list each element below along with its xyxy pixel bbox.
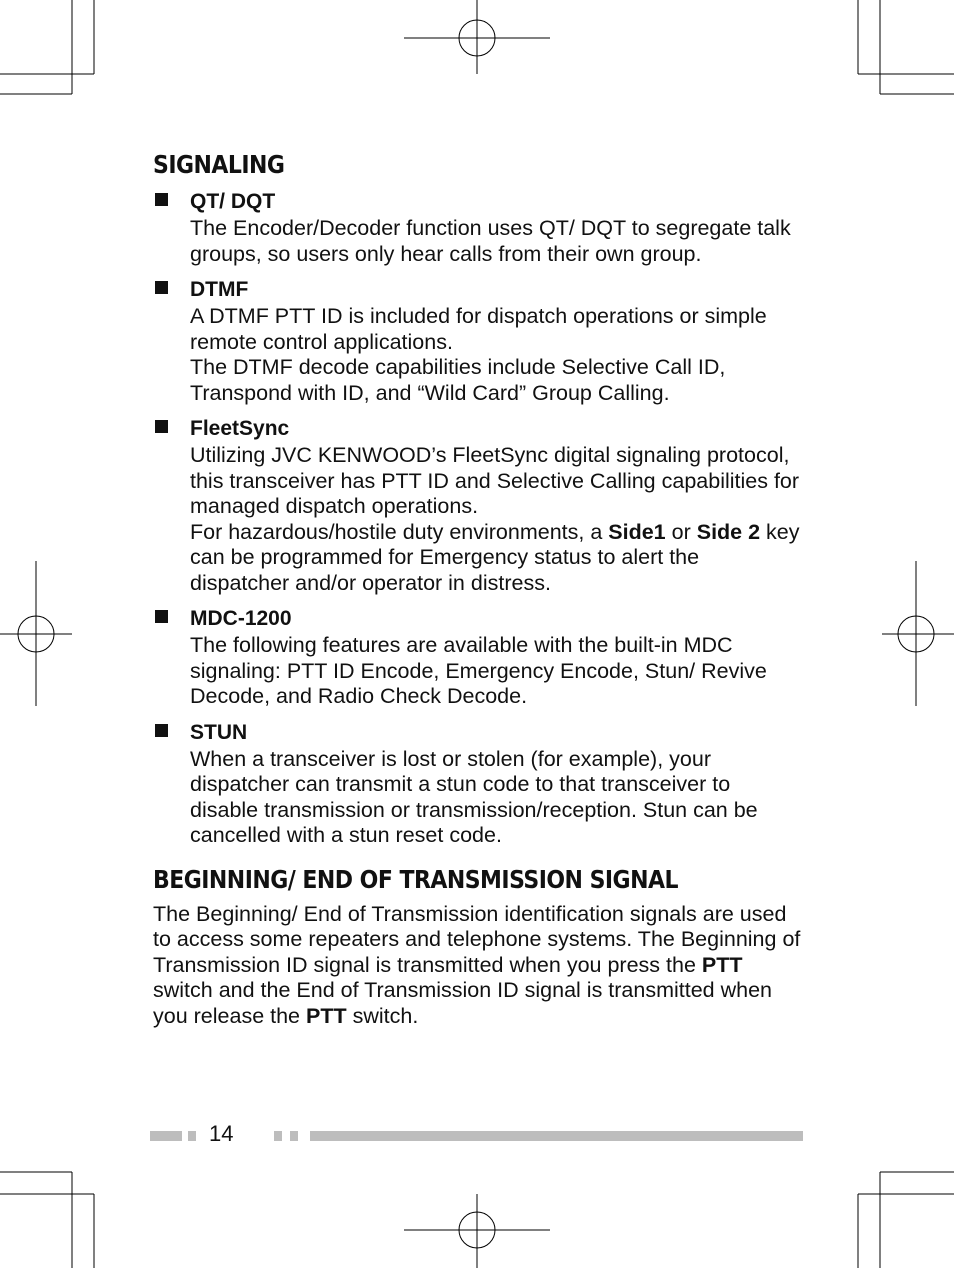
item-text: The following features are available with the built-in MDC signaling: PTT ID Encode, Emergency Encode, Stun/ Revive Decode, and Radio Check Decode. bbox=[190, 633, 767, 708]
item-text: The DTMF decode capabilities include Selective Call ID, Transpond with ID, and “Wild Card” Group Calling. bbox=[190, 355, 726, 405]
item-stun bbox=[153, 720, 803, 849]
key-name: Side1 bbox=[608, 519, 666, 544]
key-name: PTT bbox=[306, 1003, 347, 1028]
text-run: switch. bbox=[346, 1003, 419, 1028]
square-bullet-icon bbox=[155, 724, 168, 737]
item-mdc-1200 bbox=[153, 606, 803, 710]
text-run: key can be programmed for Emergency status to alert the dispatcher and/or operator in distress. bbox=[190, 519, 800, 595]
page-number: 14 bbox=[209, 1121, 234, 1146]
page-content bbox=[153, 150, 803, 1029]
item-text: The Encoder/Decoder function uses QT/ DQT to segregate talk groups, so users only hear calls from their own group. bbox=[190, 216, 791, 266]
item-dtmf bbox=[153, 277, 803, 406]
footer-bar-square bbox=[274, 1131, 282, 1141]
item-title: FleetSync bbox=[190, 417, 290, 440]
item-title: DTMF bbox=[190, 278, 249, 301]
text-run: The Beginning/ End of Transmission identification signals are used to access some repeaters and telephone systems. The Beginning of Transmission ID signal is transmitted when you press the bbox=[153, 901, 801, 977]
text-run: switch and the End of Transmission ID signal is transmitted when you release the bbox=[153, 978, 773, 1028]
footer-bar-square bbox=[188, 1131, 196, 1141]
item-title: MDC-1200 bbox=[190, 607, 292, 630]
item-text: When a transceiver is lost or stolen (for example), your dispatcher can transmit a stun code to that transceiver to disable transmission or transmission/reception. Stun can be cancelled with a stun reset code. bbox=[190, 746, 758, 847]
item-text bbox=[190, 520, 803, 597]
section-text bbox=[153, 902, 803, 1030]
item-qt-dqt bbox=[153, 189, 803, 267]
item-fleetsync bbox=[153, 416, 803, 596]
key-name: PTT bbox=[701, 952, 743, 977]
section-heading-signaling: SIGNALING bbox=[153, 150, 285, 179]
item-text: Utilizing JVC KENWOOD’s FleetSync digital signaling protocol, this transceiver has PTT ID and Selective Calling capabilities for managed dispatch operations. bbox=[190, 443, 800, 518]
square-bullet-icon bbox=[155, 420, 168, 433]
item-title: STUN bbox=[190, 720, 248, 744]
text-run: or bbox=[665, 519, 697, 544]
text-run: For hazardous/hostile duty environments, a bbox=[190, 519, 609, 544]
page-footer bbox=[150, 1121, 803, 1146]
square-bullet-icon bbox=[155, 281, 168, 294]
footer-bar-left bbox=[150, 1131, 182, 1141]
key-name: Side 2 bbox=[696, 519, 761, 544]
square-bullet-icon bbox=[155, 610, 168, 623]
square-bullet-icon bbox=[155, 193, 168, 206]
section-heading-beginning-end: BEGINNING/ END OF TRANSMISSION SIGNAL bbox=[153, 864, 678, 894]
footer-bar-right bbox=[310, 1131, 803, 1141]
footer-bar-square bbox=[290, 1131, 298, 1141]
item-text: A DTMF PTT ID is included for dispatch operations or simple remote control applications. bbox=[190, 304, 767, 354]
item-title: QT/ DQT bbox=[190, 190, 276, 213]
